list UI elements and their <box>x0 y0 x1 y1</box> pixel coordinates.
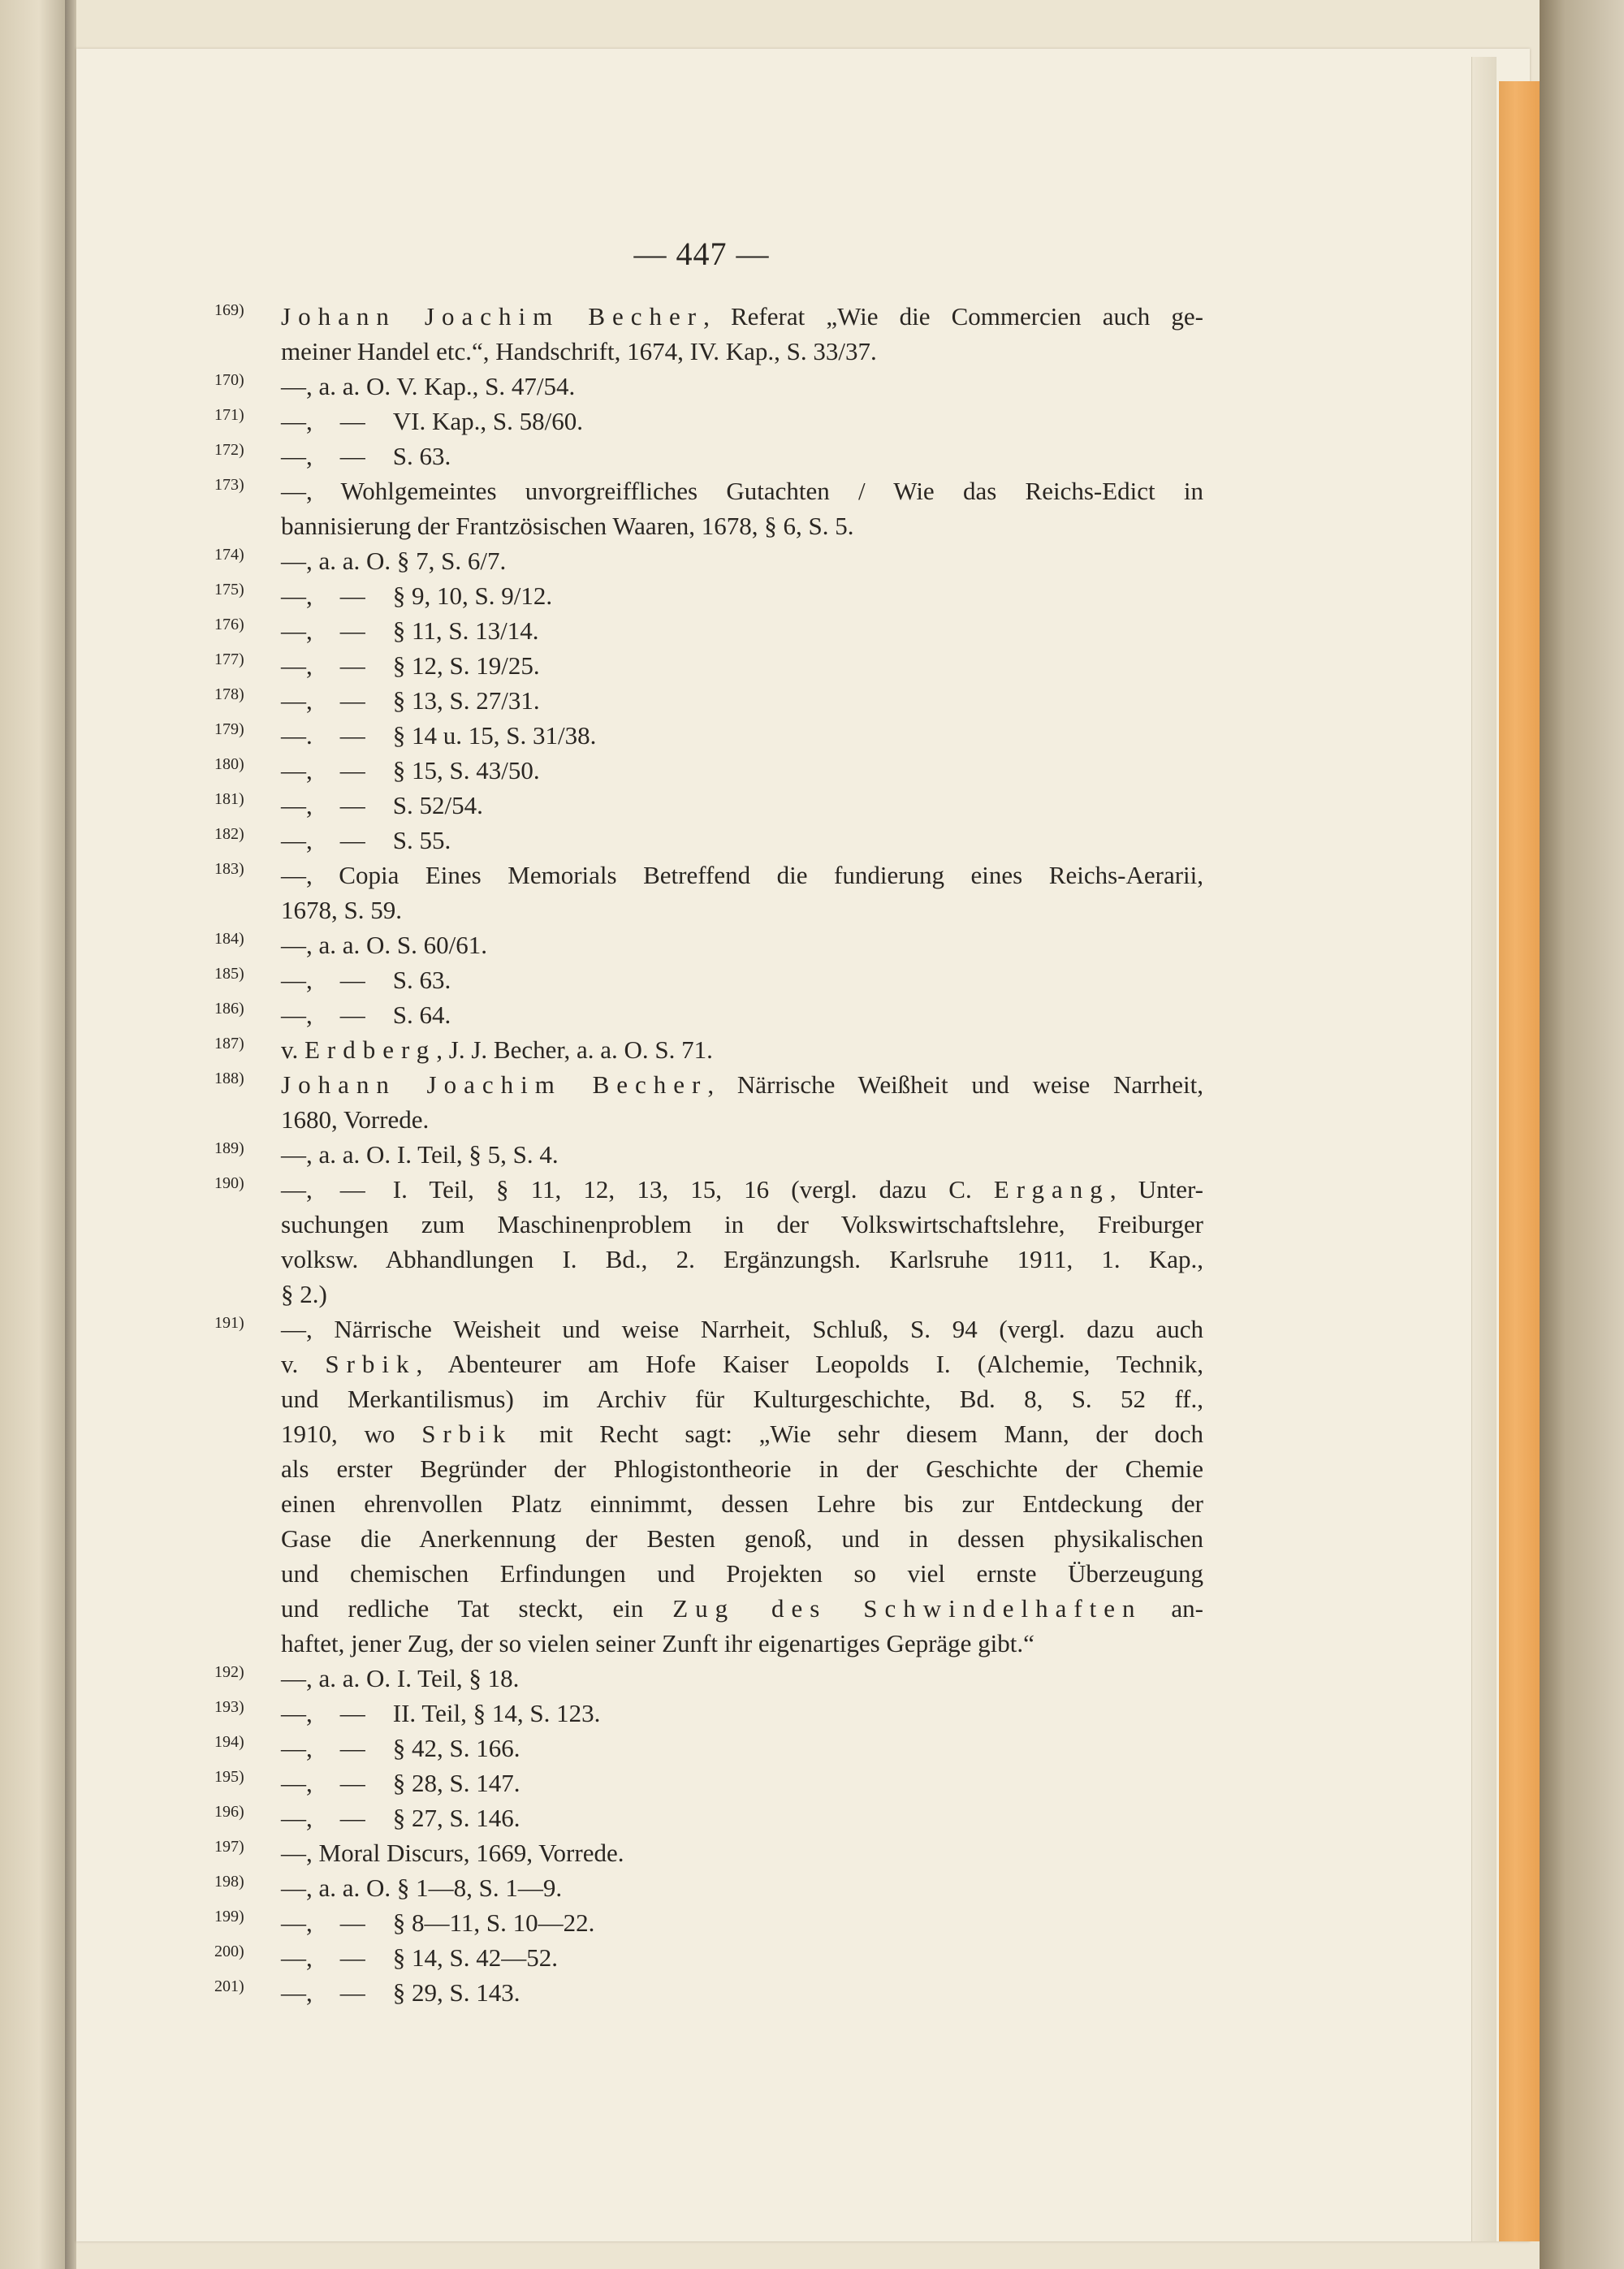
footnote-line: —, — S. 52/54. <box>281 791 483 819</box>
footnote <box>214 823 1203 858</box>
footnote <box>214 578 1203 613</box>
footnote <box>214 1835 1203 1870</box>
footnote-line: —, — § 12, S. 19/25. <box>281 651 540 680</box>
footnote-line: —, — S. 64. <box>281 1001 451 1029</box>
footnote-line: —, — § 29, S. 143. <box>281 1978 520 2007</box>
spaced-name: Zug des Schwindelhaften <box>672 1594 1142 1623</box>
footnote-number: 179) <box>214 720 244 738</box>
footnote <box>214 473 1203 543</box>
footnote <box>214 1032 1203 1067</box>
footnote-line: —, Wohlgemeintes unvorgreiffliches Gutachten / Wie das Reichs-Edict in <box>281 477 1203 505</box>
footnote-line: Gase die Anerkennung der Besten genoß, und in dessen physikalischen <box>281 1524 1203 1553</box>
footnote-line: —, — § 14, S. 42—52. <box>281 1943 558 1972</box>
page-number: — 447 — <box>633 236 770 272</box>
footnote <box>214 404 1203 439</box>
footnote-number: 199) <box>214 1908 244 1925</box>
footnote-line: und redliche Tat steckt, ein Zug des Schwindelhaften an- <box>281 1594 1203 1623</box>
footnote-line: —, a. a. O. I. Teil, § 18. <box>281 1664 520 1692</box>
footnote <box>214 1312 1204 1661</box>
footnote-number: 184) <box>214 930 244 948</box>
footnote <box>214 753 1203 788</box>
book-gutter <box>65 0 76 2269</box>
footnote-line: —, — § 28, S. 147. <box>281 1769 520 1797</box>
footnote-line: —, — I. Teil, § 11, 12, 13, 15, 16 (vergl. dazu C. Ergang, Unter- <box>281 1175 1203 1204</box>
footnote-line: —. — § 14 u. 15, S. 31/38. <box>281 721 597 750</box>
footnote-line: 1680, Vorrede. <box>281 1105 430 1134</box>
footnote-line: —, a. a. O. § 7, S. 6/7. <box>281 547 507 575</box>
footnote-number: 197) <box>214 1838 244 1856</box>
footnote <box>214 683 1203 718</box>
previous-page-edge <box>0 0 65 2269</box>
footnote-line: 1678, S. 59. <box>281 896 402 924</box>
footnote-number: 178) <box>214 685 244 703</box>
footnote <box>214 858 1203 927</box>
footnote-line: —, — § 8—11, S. 10—22. <box>281 1908 595 1937</box>
footnote <box>214 439 1203 473</box>
footnote <box>214 1870 1203 1905</box>
footnote <box>214 1731 1203 1765</box>
page-stack-edge <box>1471 57 1497 2241</box>
footnote-line: 1910, wo Srbik mit Recht sagt: „Wie sehr diesem Mann, der doch <box>281 1420 1204 1448</box>
footnote-line: Johann Joachim Becher, Referat „Wie die Commercien auch ge- <box>281 302 1203 331</box>
footnote-number: 198) <box>214 1873 244 1891</box>
footnote-number: 194) <box>214 1733 244 1751</box>
footnote-line: —, Copia Eines Memorials Betreffend die fundierung eines Reichs-Aerarii, <box>281 861 1203 889</box>
footnote-number: 175) <box>214 581 244 599</box>
footnote-number: 176) <box>214 616 244 633</box>
footnote-line: als erster Begründer der Phlogistontheorie in der Geschichte der Chemie <box>281 1454 1203 1483</box>
footnote-line: —, — § 9, 10, S. 9/12. <box>281 581 553 610</box>
footnote-line: und chemischen Erfindungen und Projekten so viel ernste Überzeugung <box>281 1559 1203 1588</box>
footnote-line: —, — S. 63. <box>281 442 451 470</box>
spaced-name: Johann Joachim Becher <box>281 1070 708 1099</box>
footnote <box>214 369 1203 404</box>
footnote-number: 169) <box>214 301 244 319</box>
footnote-number: 172) <box>214 441 244 459</box>
footnote-number: 196) <box>214 1803 244 1821</box>
footnote-number: 173) <box>214 476 244 494</box>
spaced-name: Srbik <box>421 1420 513 1448</box>
footnote-number: 177) <box>214 650 244 668</box>
footnote-number: 181) <box>214 790 244 808</box>
footnote-number: 201) <box>214 1977 244 1995</box>
footnote-line: —, — § 27, S. 146. <box>281 1804 520 1832</box>
footnote-number: 200) <box>214 1943 244 1960</box>
footnote-line: —, — S. 63. <box>281 966 451 994</box>
footnote-number: 170) <box>214 371 244 389</box>
footnote-line: und Merkantilismus) im Archiv für Kulturgeschichte, Bd. 8, S. 52 ff., <box>281 1385 1203 1413</box>
footnote <box>214 1696 1203 1731</box>
footnote-line: volksw. Abhandlungen I. Bd., 2. Ergänzungsh. Karlsruhe 1911, 1. Kap., <box>281 1245 1203 1273</box>
footnote-number: 190) <box>214 1174 244 1192</box>
footnote-number: 182) <box>214 825 244 843</box>
footnote-number: 185) <box>214 965 244 983</box>
footnote <box>214 1137 1203 1172</box>
footnote-line: —, Moral Discurs, 1669, Vorrede. <box>281 1839 624 1867</box>
footnote <box>214 1661 1203 1696</box>
footnote <box>214 927 1203 962</box>
footnote-line: —, a. a. O. V. Kap., S. 47/54. <box>281 372 576 400</box>
footnote-line: bannisierung der Frantzösischen Waaren, 1678, § 6, S. 5. <box>281 512 854 540</box>
footnote-line: § 2.) <box>281 1280 327 1308</box>
footnote-line: haftet, jener Zug, der so vielen seiner Zunft ihr eigenartiges Gepräge gibt.“ <box>281 1629 1034 1657</box>
footnote-line: —, — VI. Kap., S. 58/60. <box>281 407 583 435</box>
footnote-number: 195) <box>214 1768 244 1786</box>
footnote-line: Johann Joachim Becher, Närrische Weißheit und weise Narrheit, <box>281 1070 1203 1099</box>
footnote-line: —, — § 42, S. 166. <box>281 1734 520 1762</box>
footnote-line: —, a. a. O. S. 60/61. <box>281 931 488 959</box>
footnote-line: —, — II. Teil, § 14, S. 123. <box>281 1699 601 1727</box>
footnote-list <box>214 299 1204 2010</box>
footnote <box>214 1975 1203 2010</box>
footnote-line: v. Erdberg, J. J. Becher, a. a. O. S. 71. <box>281 1035 713 1064</box>
footnote-line: v. Srbik, Abenteurer am Hofe Kaiser Leopolds I. (Alchemie, Technik, <box>281 1350 1203 1378</box>
footnote-number: 193) <box>214 1698 244 1716</box>
footnote-line: meiner Handel etc.“, Handschrift, 1674, IV. Kap., S. 33/37. <box>281 337 877 365</box>
footnote <box>214 648 1203 683</box>
footnote-number: 174) <box>214 546 244 564</box>
footnote-line: suchungen zum Maschinenproblem in der Volkswirtschaftslehre, Freiburger <box>281 1210 1203 1238</box>
footnote-number: 191) <box>214 1314 244 1332</box>
footnote-line: —, Närrische Weisheit und weise Narrheit, Schluß, S. 94 (vergl. dazu auch <box>281 1315 1203 1343</box>
footnote-line: —, — § 13, S. 27/31. <box>281 686 540 715</box>
spaced-name: Ergang <box>993 1175 1110 1204</box>
footnote-number: 183) <box>214 860 244 878</box>
footnote-line: —, — S. 55. <box>281 826 451 854</box>
footnote <box>214 613 1203 648</box>
footnote <box>214 1765 1203 1800</box>
spaced-name: Johann Joachim Becher <box>281 302 704 331</box>
footnote-line: einen ehrenvollen Platz einnimmt, dessen Lehre bis zur Entdeckung der <box>281 1489 1203 1518</box>
footnote <box>214 997 1203 1032</box>
footnote <box>214 543 1203 578</box>
cover-shadow <box>1540 0 1624 2269</box>
footnote-number: 188) <box>214 1070 244 1087</box>
footnote <box>214 1905 1203 1940</box>
footnote <box>214 788 1203 823</box>
footnote-number: 187) <box>214 1035 244 1052</box>
spaced-name: Erdberg <box>304 1035 437 1064</box>
footnote-line: —, a. a. O. I. Teil, § 5, S. 4. <box>281 1140 559 1169</box>
footnote-line: —, — § 15, S. 43/50. <box>281 756 540 784</box>
footnote-number: 171) <box>214 406 244 424</box>
footnote <box>214 299 1203 369</box>
footnote <box>214 718 1203 753</box>
footnote <box>214 1067 1203 1137</box>
footnote-number: 189) <box>214 1139 244 1157</box>
footnote-number: 180) <box>214 755 244 773</box>
page-text <box>214 231 1204 2010</box>
spaced-name: Srbik <box>325 1350 417 1378</box>
orange-cover-edge <box>1499 81 1540 2241</box>
footnote-number: 192) <box>214 1663 244 1681</box>
footnote <box>214 1172 1203 1312</box>
footnote-line: —, — § 11, S. 13/14. <box>281 616 539 645</box>
footnote <box>214 1940 1203 1975</box>
footnote-line: —, a. a. O. § 1—8, S. 1—9. <box>281 1874 563 1902</box>
footnote-number: 186) <box>214 1000 244 1018</box>
footnote <box>214 962 1203 997</box>
footnote <box>214 1800 1203 1835</box>
